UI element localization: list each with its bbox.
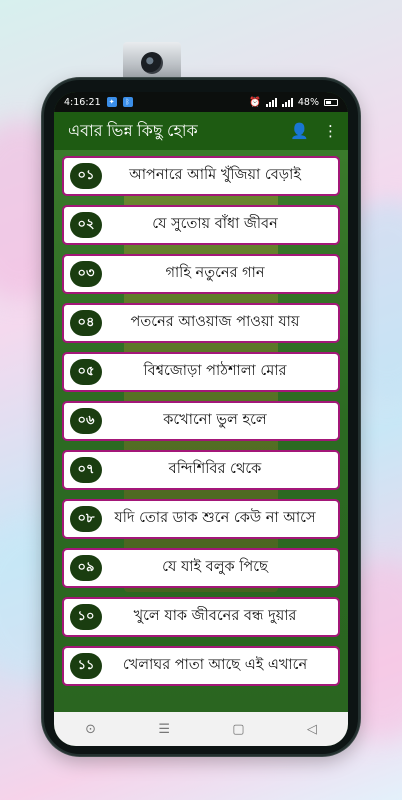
status-time: 4:16:21 [64,96,101,108]
battery-icon [324,99,338,106]
list-item[interactable] [62,205,340,245]
list-item[interactable] [62,254,340,294]
battery-percent: 48% [297,96,319,108]
item-number: ০৬ [70,408,102,434]
item-title: বিশ্বজোড়া পাঠশালা মোর [143,363,287,379]
item-title: আপনারে আমি খুঁজিয়া বেড়াই [129,167,301,183]
item-number: ০১ [70,163,102,189]
list-item[interactable] [62,352,340,392]
item-number: ০২ [70,212,102,238]
camera-lens-icon [141,52,163,74]
more-vert-icon[interactable]: ⋮ [323,121,338,140]
list-item[interactable] [62,401,340,441]
bluetooth-icon: ᛒ [123,97,133,107]
item-title: বন্দিশিবির থেকে [168,461,262,477]
signal-icon-2 [282,98,293,107]
item-number: ০৮ [70,506,102,532]
item-number: ১১ [70,653,102,679]
phone-screen [54,92,348,746]
signal-icon [266,98,277,107]
item-number: ১০ [70,604,102,630]
song-list [54,150,348,712]
list-item[interactable] [62,499,340,539]
alarm-icon: ⏰ [249,96,261,108]
screenshot-icon[interactable]: ⊙ [85,721,97,737]
item-title: পতনের আওয়াজ পাওয়া যায় [130,314,300,330]
list-item[interactable] [62,303,340,343]
item-number: ০৫ [70,359,102,385]
notification-icon: ✦ [107,97,117,107]
list-item[interactable] [62,548,340,588]
item-title: গাহি নতুনের গান [165,265,265,281]
list-item[interactable] [62,450,340,490]
popup-camera [123,42,181,82]
item-title: যে সুতোয় বাঁধা জীবন [152,216,278,232]
item-number: ০৪ [70,310,102,336]
item-title: খেলাঘর পাতা আছে এই এখানে [122,657,308,673]
item-title: কখোনো ভুল হলে [163,412,267,428]
list-item[interactable] [62,597,340,637]
back-icon[interactable]: ◁ [306,721,317,737]
item-number: ০৩ [70,261,102,287]
item-number: ০৭ [70,457,102,483]
item-title: যদি তোর ডাক শুনে কেউ না আসে [114,510,316,526]
item-title: খুলে যাক জীবনের বন্ধ দুয়ার [133,608,297,624]
home-icon[interactable]: ▢ [232,721,245,737]
account-check-icon[interactable]: 👤 [290,121,309,140]
menu-icon[interactable]: ☰ [158,721,170,737]
item-number: ০৯ [70,555,102,581]
list-item[interactable] [62,156,340,196]
navigation-bar [54,712,348,746]
list-item[interactable] [62,646,340,686]
status-bar [54,92,348,112]
app-bar [54,112,348,150]
app-title: এবার ভিন্ন কিছু হোক [68,122,198,140]
item-title: যে যাই বলুক পিছে [162,559,268,575]
